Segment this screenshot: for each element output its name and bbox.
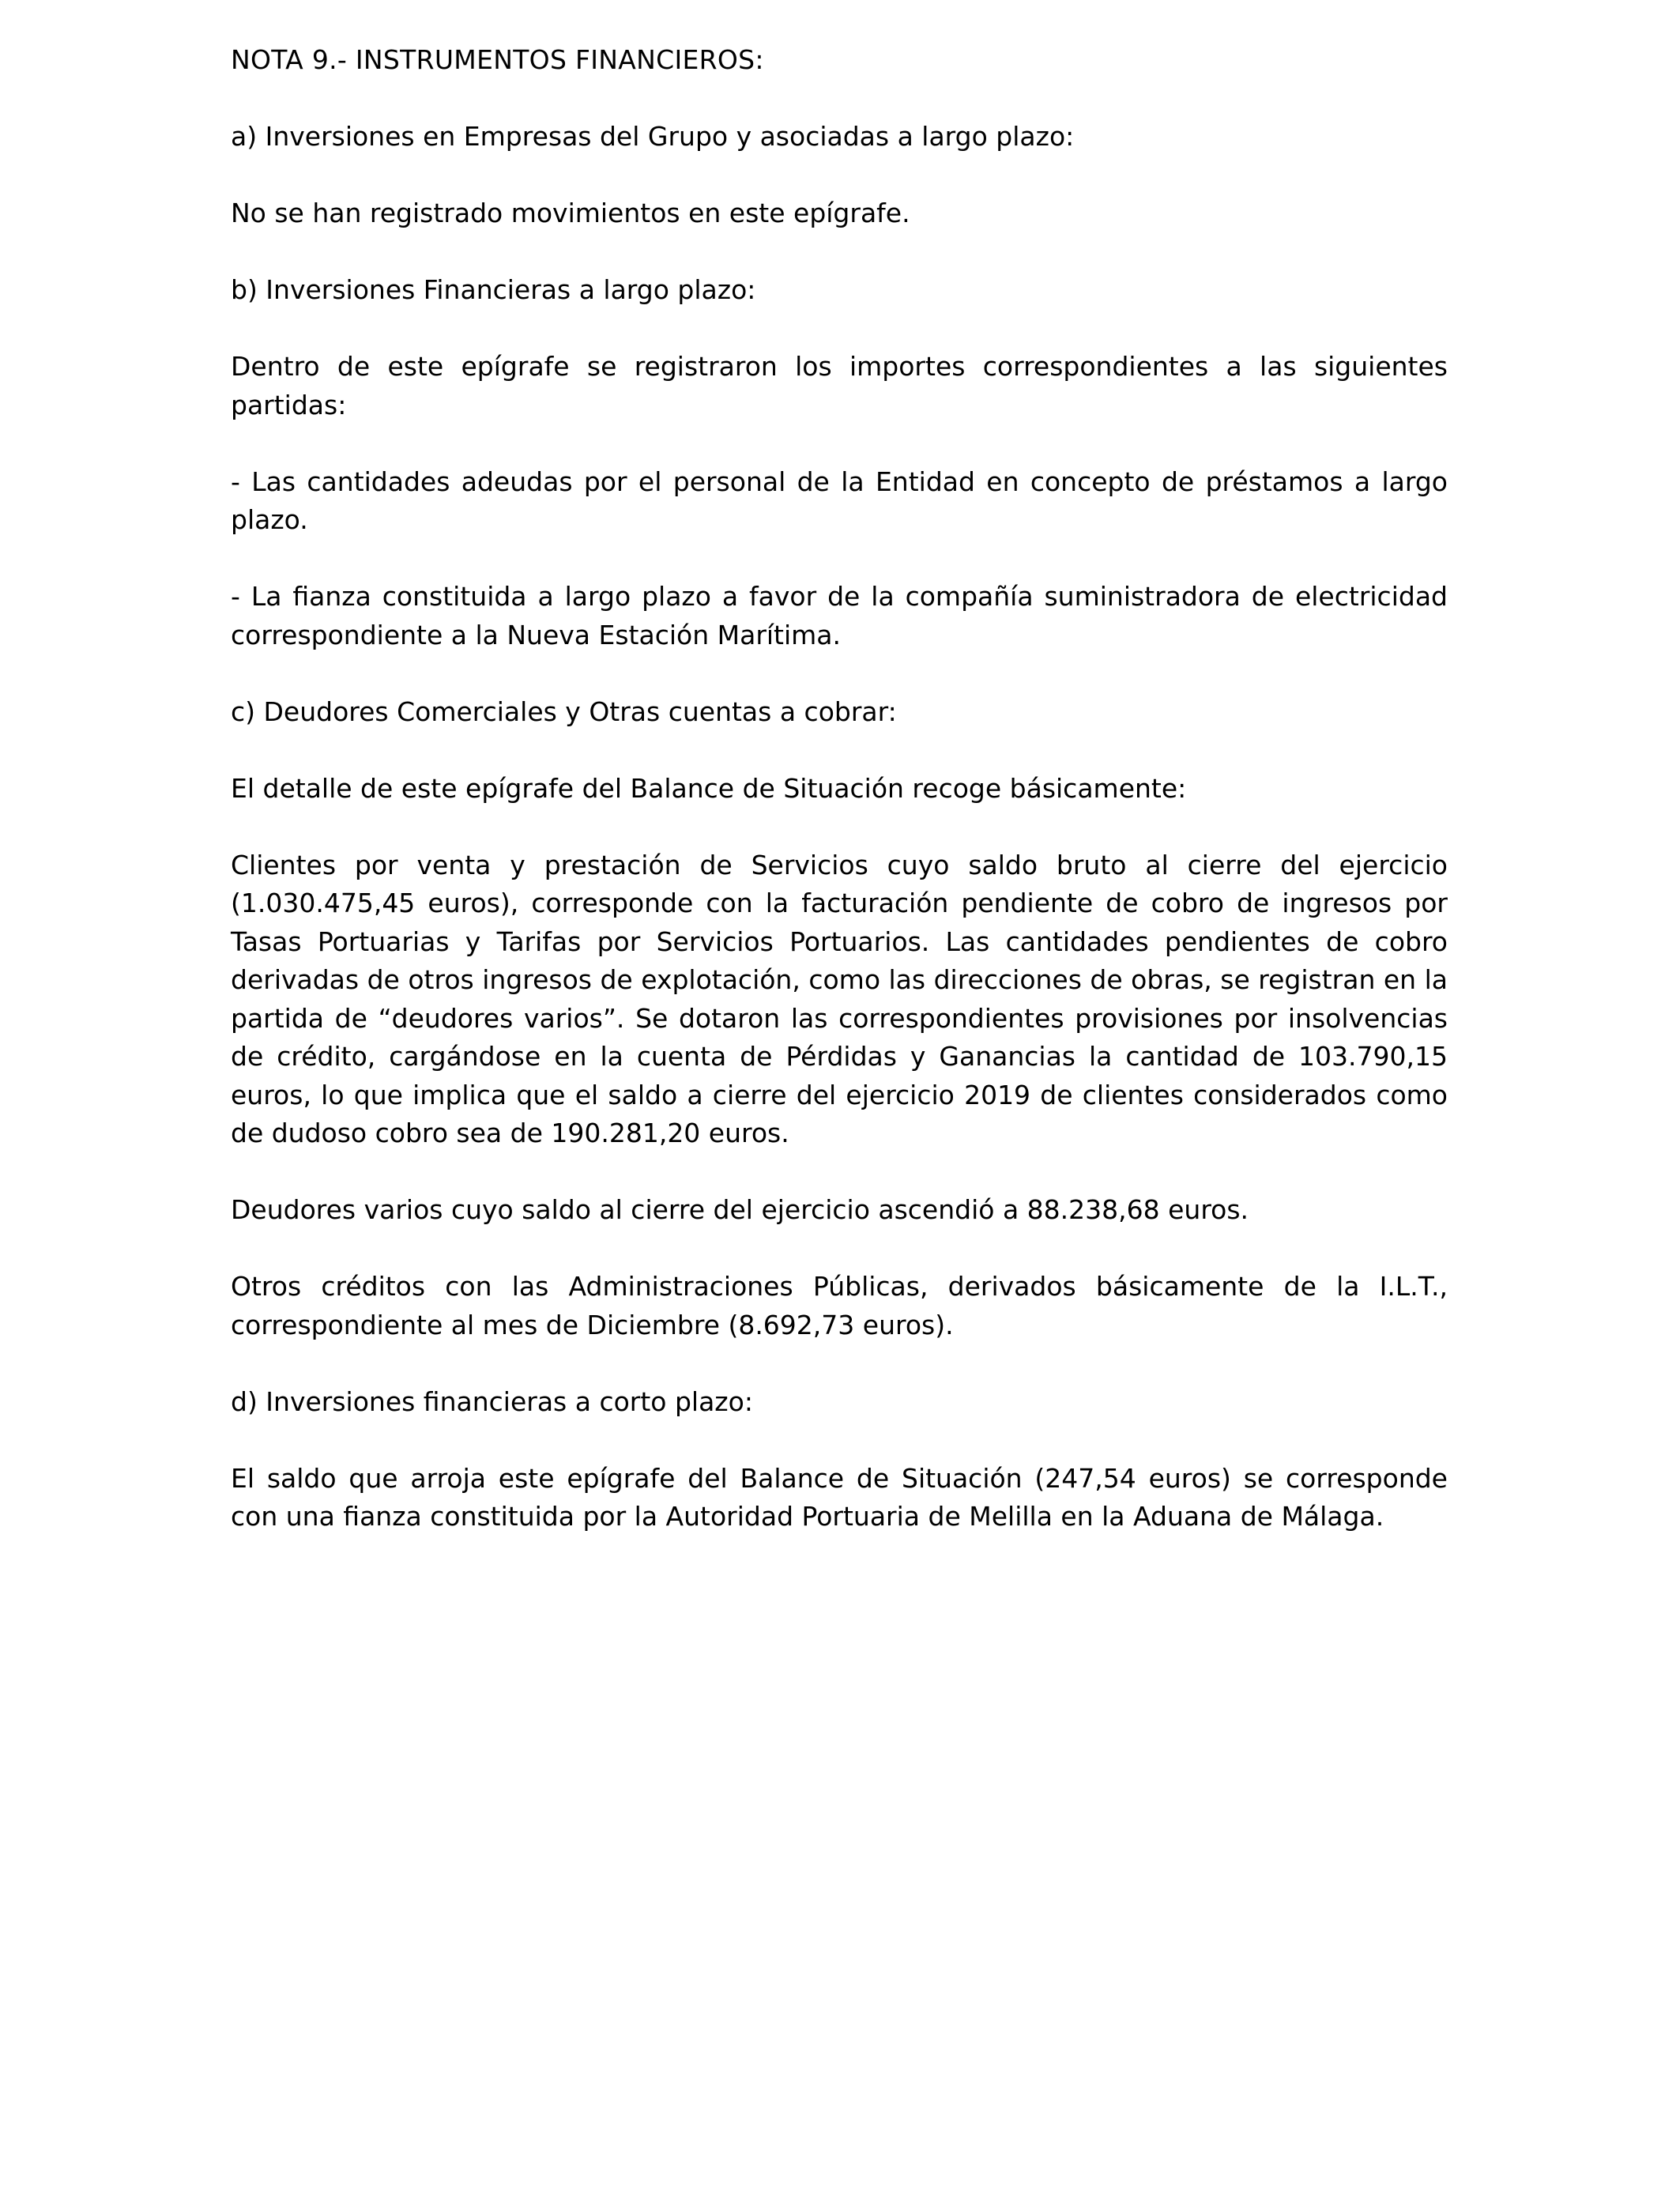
section-c-intro: El detalle de este epígrafe del Balance de Situación recoge básicamente: <box>231 772 1187 804</box>
section-b-intro: Dentro de este epígrafe se registraron los importes correspondientes a las siguientes partidas: <box>231 351 1448 420</box>
section-a-text: No se han registrado movimientos en este epígrafe. <box>231 198 910 228</box>
document-page <box>231 41 1448 1574</box>
section-c-heading: c) Deudores Comerciales y Otras cuentas a cobrar: <box>231 696 897 727</box>
section-c-deudores: Deudores varios cuyo saldo al cierre del ejercicio ascendió a 88.238,68 euros. <box>231 1194 1249 1225</box>
section-b-heading: b) Inversiones Financieras a largo plazo: <box>231 274 756 305</box>
note-title: NOTA 9.- INSTRUMENTOS FINANCIEROS: <box>231 44 764 75</box>
section-b-item-1: - Las cantidades adeudas por el personal de la Entidad en concepto de préstamos a largo plazo. <box>231 466 1448 535</box>
section-b-item-2: - La fianza constituida a largo plazo a favor de la compañía suministradora de electricidad correspondiente a la Nueva Estación Marítima. <box>231 581 1448 650</box>
section-d-heading: d) Inversiones financieras a corto plazo: <box>231 1385 753 1417</box>
section-c-clientes: Clientes por venta y prestación de Servicios cuyo saldo bruto al cierre del ejercicio (1.030.475,45 euros), corresponde con la facturación pendiente de cobro de ingresos por Tasas Portuarias y Tarifas por Servicios Portuarios. Las cantidades pendientes de cobro derivadas de otros ingresos de explotación, como las direcciones de obras, se registran en la partida de “deudores varios”. Se dotaron las correspondientes provisiones por insolvencias de crédito, cargándose en la cuenta de Pérdidas y Ganancias la cantidad de 103.790,15 euros, lo que implica que el saldo a cierre del ejercicio 2019 de clientes considerados como de dudoso cobro sea de 190.281,20 euros. <box>231 849 1448 1148</box>
section-c-otros: Otros créditos con las Administraciones Públicas, derivados básicamente de la I.L.T., correspondiente al mes de Diciembre (8.692,73 euros). <box>231 1271 1448 1340</box>
section-a-heading: a) Inversiones en Empresas del Grupo y asociadas a largo plazo: <box>231 121 1075 152</box>
section-d-text: El saldo que arroja este epígrafe del Balance de Situación (247,54 euros) se corresponde con una fianza constituida por la Autoridad Portuaria de Melilla en la Aduana de Málaga. <box>231 1462 1448 1532</box>
